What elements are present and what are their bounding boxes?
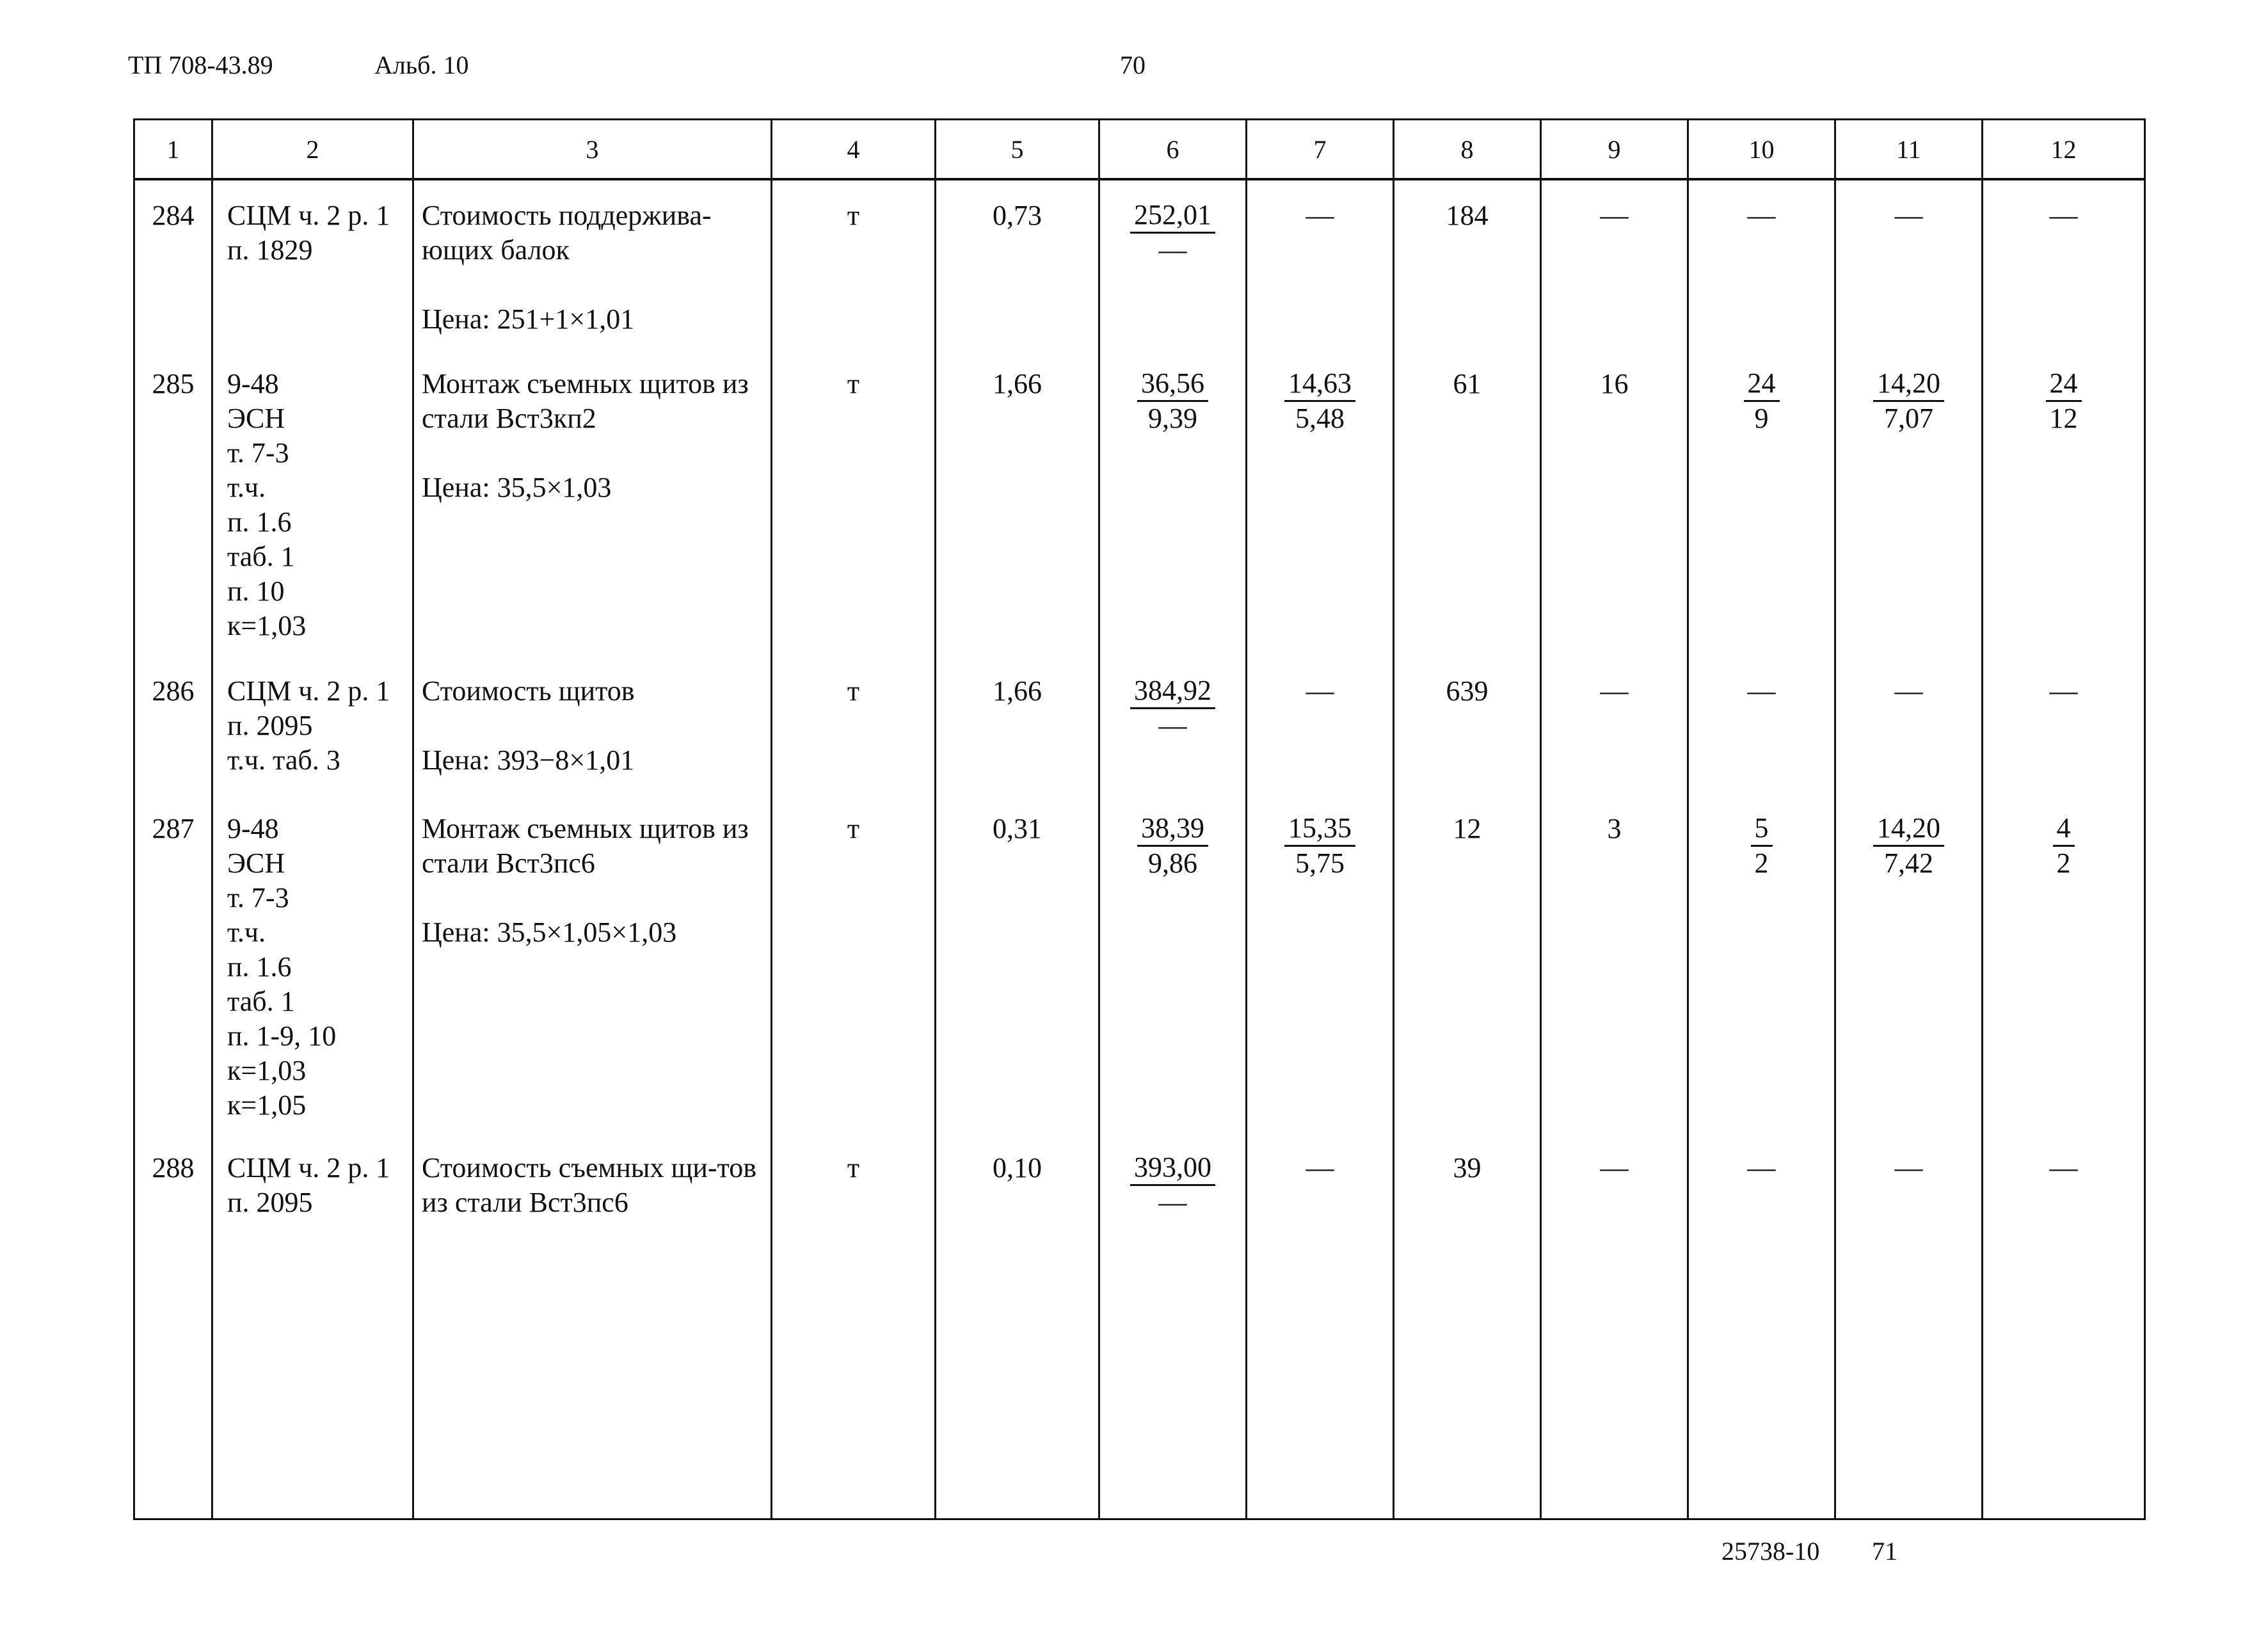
cell-text: —: [1306, 675, 1334, 707]
reference-line: таб. 1: [227, 986, 295, 1017]
empty-cell: [212, 1515, 413, 1519]
description-text: Стоимость съемных щи-тов из стали Вст3пс6: [422, 1152, 756, 1218]
price-formula: Цена: 35,5×1,05×1,03: [422, 917, 677, 948]
row-number: [134, 1133, 212, 1515]
row-number-text: 288: [152, 1152, 195, 1183]
empty-cell: [936, 1515, 1099, 1519]
fraction-denominator: 2: [2056, 847, 2071, 879]
description-text: Стоимость щитов: [422, 675, 635, 707]
cell-value: [1983, 656, 2145, 794]
cell-value: [1099, 349, 1247, 656]
row-number: [134, 349, 212, 656]
price-formula: Цена: 251+1×1,01: [422, 303, 635, 335]
cell-text: —: [1894, 1152, 1923, 1183]
norm-reference: [212, 1133, 413, 1515]
fraction-denominator: 2: [1754, 847, 1769, 879]
reference-line: СЦМ ч. 2 р. 1: [227, 675, 390, 707]
row-number: [134, 179, 212, 349]
reference-line: ЭСН: [227, 403, 285, 434]
quantity-text: 0,73: [993, 200, 1042, 231]
fraction-numerator: 252,01: [1130, 198, 1215, 234]
cell-value: [1099, 1133, 1247, 1515]
column-header: 4: [772, 120, 936, 180]
unit: [772, 1133, 936, 1515]
empty-cell: [134, 1515, 212, 1519]
unit-text: т: [847, 675, 860, 707]
cell-value: [1688, 349, 1835, 656]
cell-text: —: [1747, 1152, 1776, 1183]
unit: [772, 349, 936, 656]
cell-text: 3: [1607, 813, 1622, 844]
table-row: [134, 179, 2145, 349]
cell-value: [1099, 179, 1247, 349]
fraction-denominator: 9,39: [1148, 403, 1197, 434]
fraction-value: [1130, 198, 1215, 267]
row-number-text: 285: [152, 368, 195, 399]
fraction-numerator: 38,39: [1137, 812, 1208, 847]
fraction-value: [1873, 367, 1944, 435]
cell-value: [1394, 179, 1541, 349]
fraction-numerator: 4: [2053, 812, 2075, 847]
cell-value: [1099, 794, 1247, 1133]
cell-text: 16: [1600, 368, 1629, 399]
fraction-value: [1137, 367, 1208, 435]
reference-line: т. 7-3: [227, 437, 289, 469]
fraction-value: [1284, 367, 1355, 435]
table-filler-row: [134, 1515, 2145, 1519]
cell-value: [1247, 656, 1394, 794]
table-row: [134, 656, 2145, 794]
fraction-denominator: —: [1158, 710, 1187, 741]
unit: [772, 179, 936, 349]
unit: [772, 794, 936, 1133]
norm-reference: [212, 794, 413, 1133]
fraction-numerator: 5: [1751, 812, 1773, 847]
column-header: 10: [1688, 120, 1835, 180]
empty-cell: [1835, 1515, 1983, 1519]
fraction-denominator: 5,75: [1295, 847, 1345, 879]
fraction-value: [1751, 812, 1773, 880]
empty-cell: [772, 1515, 936, 1519]
column-header: 11: [1835, 120, 1983, 180]
reference-line: к=1,03: [227, 1055, 307, 1086]
fraction-numerator: 384,92: [1130, 674, 1215, 709]
row-number: [134, 656, 212, 794]
cell-value: [1688, 794, 1835, 1133]
quantity: [936, 179, 1099, 349]
cell-text: —: [1600, 200, 1629, 231]
cell-text: —: [1306, 200, 1334, 231]
fraction-value: [2046, 367, 2082, 435]
cell-value: [1394, 794, 1541, 1133]
fraction-denominator: 5,48: [1295, 403, 1345, 434]
cell-text: —: [2049, 675, 2078, 707]
cell-value: [1247, 794, 1394, 1133]
cell-value: [1983, 794, 2145, 1133]
reference-line: п. 1.6: [227, 951, 292, 982]
column-header: 9: [1541, 120, 1688, 180]
fraction-numerator: 24: [1744, 367, 1780, 402]
cell-value: [1541, 794, 1688, 1133]
work-description: [413, 349, 772, 656]
cell-value: [1394, 349, 1541, 656]
fraction-numerator: 24: [2046, 367, 2082, 402]
cell-value: [1835, 656, 1983, 794]
column-header: 7: [1247, 120, 1394, 180]
quantity-text: 1,66: [993, 368, 1042, 399]
table-body: [134, 179, 2145, 1519]
cell-text: 639: [1446, 675, 1489, 707]
cell-value: [1983, 349, 2145, 656]
album-label: Альб. 10: [374, 51, 469, 79]
cell-text: —: [2049, 1152, 2078, 1183]
reference-line: 9-48: [227, 368, 279, 399]
cell-text: —: [1894, 675, 1923, 707]
page-header: [0, 50, 2268, 88]
empty-cell: [1394, 1515, 1541, 1519]
row-number-text: 287: [152, 813, 195, 844]
document-number: 25738-10: [1721, 1537, 1820, 1566]
reference-line: таб. 1: [227, 541, 295, 572]
unit: [772, 656, 936, 794]
cell-text: 184: [1446, 200, 1489, 231]
empty-cell: [1688, 1515, 1835, 1519]
cell-text: 61: [1453, 368, 1481, 399]
cell-text: —: [1747, 675, 1776, 707]
cell-value: [1394, 1133, 1541, 1515]
fraction-value: [1137, 812, 1208, 880]
column-header: 12: [1983, 120, 2145, 180]
reference-line: п. 1.6: [227, 506, 292, 538]
cell-text: 12: [1453, 813, 1481, 844]
reference-line: п. 1829: [227, 234, 313, 266]
column-header: 2: [212, 120, 413, 180]
quantity: [936, 1133, 1099, 1515]
reference-line: к=1,05: [227, 1089, 307, 1121]
unit-text: т: [847, 1152, 860, 1183]
column-header: 5: [936, 120, 1099, 180]
fraction-value: [1744, 367, 1780, 435]
cell-value: [1983, 179, 2145, 349]
empty-cell: [413, 1515, 772, 1519]
quantity-text: 0,31: [993, 813, 1042, 844]
description-text: Стоимость поддержива-ющих балок: [422, 200, 712, 266]
cell-value: [1247, 179, 1394, 349]
description-text: Монтаж съемных щитов из стали Вст3кп2: [422, 368, 749, 434]
fraction-denominator: 7,07: [1884, 403, 1933, 434]
column-header: 8: [1394, 120, 1541, 180]
reference-line: т. 7-3: [227, 882, 289, 913]
cell-value: [1835, 794, 1983, 1133]
norm-reference: [212, 656, 413, 794]
row-number-text: 286: [152, 675, 195, 707]
column-header: 6: [1099, 120, 1247, 180]
empty-cell: [1247, 1515, 1394, 1519]
fraction-denominator: —: [1158, 234, 1187, 266]
cell-value: [1688, 179, 1835, 349]
fraction-denominator: 9: [1754, 403, 1769, 434]
fraction-numerator: 14,20: [1873, 367, 1944, 402]
cell-text: —: [1600, 1152, 1629, 1183]
reference-line: 9-48: [227, 813, 279, 844]
fraction-numerator: 14,20: [1873, 812, 1944, 847]
norm-reference: [212, 179, 413, 349]
cell-text: —: [1747, 200, 1776, 231]
quantity-text: 0,10: [993, 1152, 1042, 1183]
table-row: [134, 349, 2145, 656]
cell-value: [1983, 1133, 2145, 1515]
footer-page-number: 71: [1872, 1537, 1897, 1566]
reference-line: т.ч. таб. 3: [227, 744, 340, 776]
row-number-text: 284: [152, 200, 195, 231]
fraction-numerator: 14,63: [1284, 367, 1355, 402]
fraction-value: [1873, 812, 1944, 880]
empty-cell: [1541, 1515, 1688, 1519]
quantity-text: 1,66: [993, 675, 1042, 707]
quantity: [936, 656, 1099, 794]
work-description: [413, 179, 772, 349]
work-description: [413, 656, 772, 794]
column-header: 3: [413, 120, 772, 180]
cell-value: [1394, 656, 1541, 794]
reference-line: ЭСН: [227, 847, 285, 879]
cell-value: [1247, 349, 1394, 656]
work-description: [413, 794, 772, 1133]
price-formula: Цена: 393−8×1,01: [422, 744, 635, 776]
fraction-value: [2053, 812, 2075, 880]
cell-value: [1835, 179, 1983, 349]
cell-value: [1541, 179, 1688, 349]
cell-value: [1541, 656, 1688, 794]
fraction-denominator: —: [1158, 1187, 1187, 1218]
cell-value: [1541, 1133, 1688, 1515]
cell-value: [1835, 1133, 1983, 1515]
cell-text: —: [1306, 1152, 1334, 1183]
reference-line: СЦМ ч. 2 р. 1: [227, 200, 390, 231]
column-header: 1: [134, 120, 212, 180]
description-text: Монтаж съемных щитов из стали Вст3пс6: [422, 813, 749, 879]
reference-line: п. 2095: [227, 1187, 313, 1218]
empty-cell: [1099, 1515, 1247, 1519]
unit-text: т: [847, 813, 860, 844]
cell-value: [1541, 349, 1688, 656]
price-formula: Цена: 35,5×1,03: [422, 472, 612, 503]
cell-value: [1099, 656, 1247, 794]
page-number: 70: [1120, 51, 1146, 79]
norm-reference: [212, 349, 413, 656]
unit-text: т: [847, 368, 860, 399]
fraction-numerator: 36,56: [1137, 367, 1208, 402]
cell-text: 39: [1453, 1152, 1481, 1183]
reference-line: к=1,03: [227, 610, 307, 641]
reference-line: т.ч.: [227, 472, 266, 503]
cell-value: [1247, 1133, 1394, 1515]
table-row: [134, 794, 2145, 1133]
cell-text: —: [2049, 200, 2078, 231]
reference-line: п. 1-9, 10: [227, 1020, 337, 1052]
cell-value: [1688, 656, 1835, 794]
fraction-value: [1130, 674, 1215, 742]
fraction-value: [1284, 812, 1355, 880]
empty-cell: [1983, 1515, 2145, 1519]
column-number-row: [134, 120, 2145, 180]
fraction-numerator: 15,35: [1284, 812, 1355, 847]
document-code: ТП 708-43.89: [128, 51, 273, 79]
reference-line: т.ч.: [227, 917, 266, 948]
quantity: [936, 794, 1099, 1133]
fraction-value: [1130, 1151, 1215, 1219]
reference-line: п. 2095: [227, 710, 313, 741]
cell-text: —: [1894, 200, 1923, 231]
work-description: [413, 1133, 772, 1515]
page-footer: [0, 1536, 2268, 1575]
cell-text: —: [1600, 675, 1629, 707]
unit-text: т: [847, 200, 860, 231]
fraction-denominator: 9,86: [1148, 847, 1197, 879]
fraction-denominator: 7,42: [1884, 847, 1933, 879]
reference-line: СЦМ ч. 2 р. 1: [227, 1152, 390, 1183]
cell-value: [1688, 1133, 1835, 1515]
quantity: [936, 349, 1099, 656]
reference-line: п. 10: [227, 575, 285, 607]
row-number: [134, 794, 212, 1133]
estimate-table: [133, 118, 2146, 1520]
fraction-denominator: 12: [2049, 403, 2078, 434]
table-row: [134, 1133, 2145, 1515]
fraction-numerator: 393,00: [1130, 1151, 1215, 1186]
cell-value: [1835, 349, 1983, 656]
